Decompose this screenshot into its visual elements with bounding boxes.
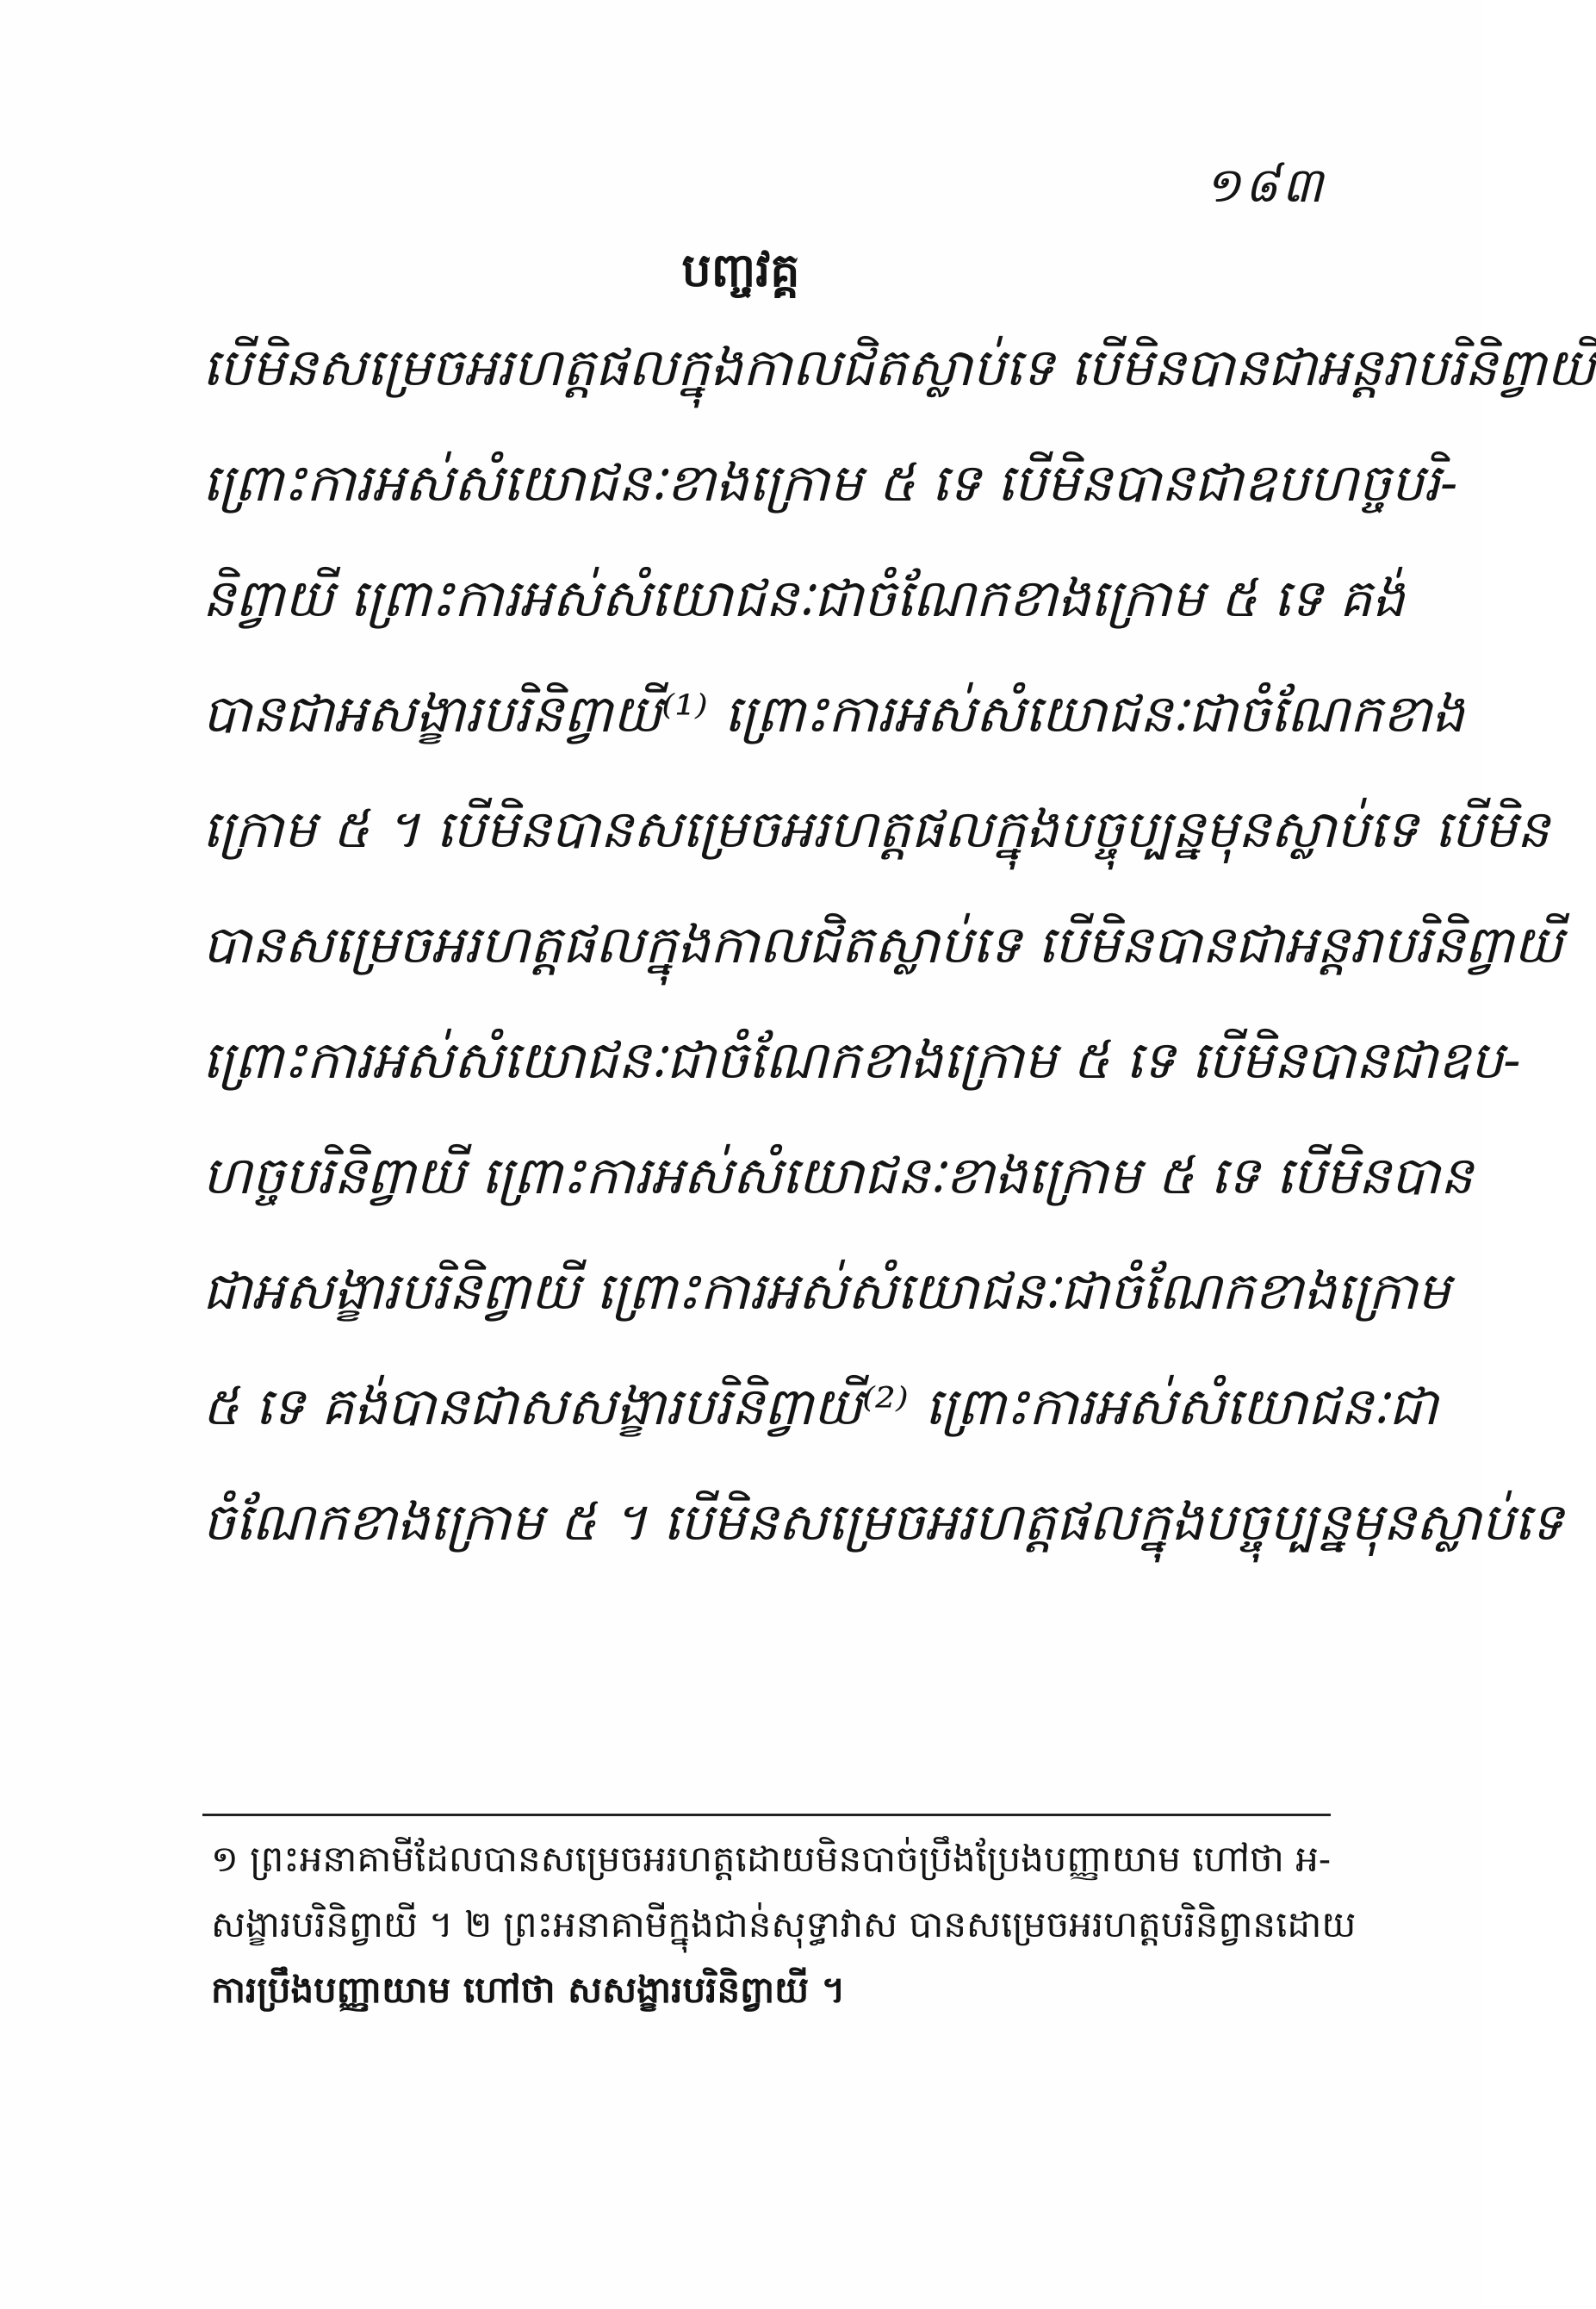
body-line: ៥ ទេ គង់បានជាសសង្ខារបរិនិព្វាយី⁽²⁾ ព្រោះការអស់សំយោជនៈជា xyxy=(202,1377,1438,1437)
body-line: ព្រោះការអស់សំយោជនៈខាងក្រោម ៥ ទេ បើមិនបានជាឧបហច្ចបរិ- xyxy=(202,453,1458,513)
body-text xyxy=(202,310,1596,1580)
section-title: បញ្ចវគ្គ xyxy=(681,242,800,297)
page-number: ១៨៣ xyxy=(1204,158,1326,214)
body-line: បានជាអសង្ខារបរិនិព្វាយី⁽¹⁾ ព្រោះការអស់សំយោជនៈជាចំណែកខាង xyxy=(202,684,1465,744)
footnote-line: ការប្រឹងបញ្ញាយាម ហៅថា សសង្ខារបរិនិព្វាយី ។ xyxy=(211,1969,846,2011)
body-line: ហច្ចបរិនិព្វាយី ព្រោះការអស់សំយោជនៈខាងក្រោម ៥ ទេ បើមិនបាន xyxy=(202,1146,1474,1206)
body-line: បានសម្រេចអរហត្តផលក្នុងកាលជិតស្លាប់ទេ បើមិនបានជាអន្តរាបរិនិព្វាយី xyxy=(202,915,1563,975)
body-line: ក្រោម ៥ ។ បើមិនបានសម្រេចអរហត្តផលក្នុងបច្ចុប្បន្នមុនស្លាប់ទេ បើមិន xyxy=(202,800,1549,860)
body-line: ជាអសង្ខារបរិនិព្វាយី ព្រោះការអស់សំយោជនៈជាចំណែកខាងក្រោម xyxy=(202,1261,1450,1322)
body-line: បើមិនសម្រេចអរហត្តផលក្នុងកាលជិតស្លាប់ទេ បើមិនបានជាអន្តរាបរិនិព្វាយី xyxy=(202,338,1596,398)
body-line: ចំណែកខាងក្រោម ៥ ។ បើមិនសម្រេចអរហត្តផលក្នុងបច្ចុប្បន្នមុនស្លាប់ទេ xyxy=(202,1492,1564,1553)
footnotes xyxy=(211,1827,1357,2023)
footnote-divider xyxy=(202,1814,1331,1816)
body-line: និព្វាយី ព្រោះការអស់សំយោជនៈជាចំណែកខាងក្រោម ៥ ទេ គង់ xyxy=(202,569,1405,629)
body-line: ព្រោះការអស់សំយោជនៈជាចំណែកខាងក្រោម ៥ ទេ បើមិនបានជាឧប- xyxy=(202,1030,1521,1091)
footnote-line: សង្ខារបរិនិព្វាយី ។ ២ ព្រះអនាគាមីក្នុងជាន់សុទ្ធាវាស បានសម្រេចអរហត្តបរិនិព្វានដោយ xyxy=(211,1903,1357,1945)
footnote-line: ១ ព្រះអនាគាមីដែលបានសម្រេចអរហត្តដោយមិនបាច់ប្រឹងប្រែងបញ្ញាយាម ហៅថា អ- xyxy=(211,1838,1332,1880)
